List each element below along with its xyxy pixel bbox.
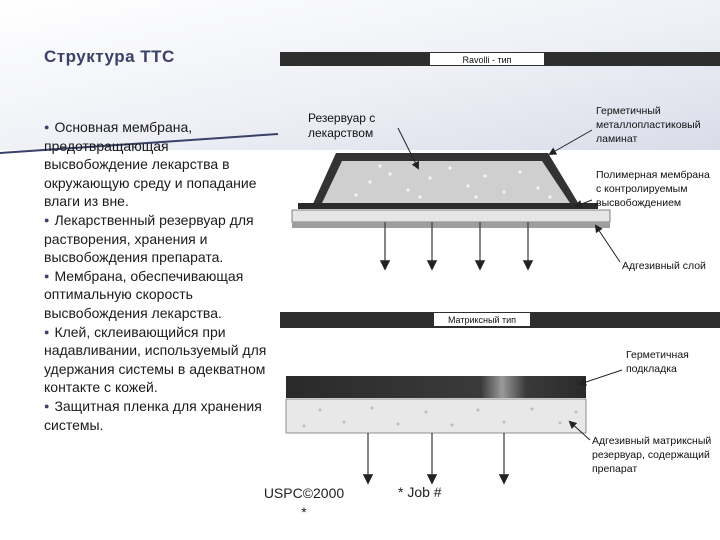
drug-reservoir xyxy=(322,161,570,203)
adhesive-layer xyxy=(292,210,610,222)
matrix-reservoir xyxy=(286,399,586,433)
release-liner xyxy=(292,222,610,228)
bullet-item: ● Клей, склеивающийся при надавливании, используемый для удержания системы в адекватном контакте с кожей. xyxy=(44,323,267,396)
adhesive-label: Адгезивный слой xyxy=(622,260,706,272)
bullet-item: ● Лекарственный резервуар для растворения, хранения и высвобождения препарата. xyxy=(44,211,254,266)
svg-text:с контролируемым: с контролируемым xyxy=(596,183,688,195)
footer-copyright: USPC©2000 * xyxy=(263,485,345,520)
svg-text:резервуар, содержащий: резервуар, содержащий xyxy=(592,449,710,461)
backing-label: Герметичная xyxy=(626,349,689,361)
bullet-list xyxy=(44,118,276,434)
bottom-header-label: Матриксный тип xyxy=(447,315,517,325)
slide-title: Структура ТТС xyxy=(44,47,175,66)
bullet-dot-icon: ● xyxy=(44,214,50,225)
bullet-item: ● Защитная пленка для хранения системы. xyxy=(44,397,262,433)
adhesive-pointer xyxy=(596,226,620,262)
backing-pointer xyxy=(580,370,622,384)
top-header-label: Ravolli - тип xyxy=(462,55,512,65)
svg-text:подкладка: подкладка xyxy=(626,363,677,375)
svg-text:препарат: препарат xyxy=(592,463,638,475)
laminate-pointer xyxy=(550,130,592,154)
svg-text:ламинат: ламинат xyxy=(596,133,638,145)
matrix-label: Адгезивный матриксный xyxy=(592,435,712,447)
release-arrows-bottom xyxy=(368,433,504,482)
svg-text:высвобождением: высвобождением xyxy=(596,197,682,209)
bullet-dot-icon: ● xyxy=(44,400,50,411)
reservoir-label: Резервуар с xyxy=(308,111,376,125)
membrane-label: Полимерная мембрана xyxy=(596,169,710,181)
bullet-item: ● Мембрана, обеспечивающая оптимальную скорость высвобождения лекарства. xyxy=(44,267,244,321)
tts-structure-figure xyxy=(280,50,720,485)
bullet-item: ● Основная мембрана, предотвращающая высвобождение лекарства в окружающую среду и попадание влаги из вне. xyxy=(44,119,257,210)
bullet-dot-icon: ● xyxy=(44,122,50,132)
bullet-dot-icon: ● xyxy=(44,326,50,337)
backing-layer xyxy=(286,376,586,398)
release-arrows-top xyxy=(385,222,528,268)
svg-text:металлопластиковый: металлопластиковый xyxy=(596,119,701,131)
control-membrane xyxy=(298,203,598,209)
footer-job-number: * Job # xyxy=(398,484,442,500)
laminate-label: Герметичный xyxy=(596,105,661,117)
bullet-dot-icon: ● xyxy=(44,270,50,281)
svg-text:лекарством: лекарством xyxy=(308,126,374,140)
